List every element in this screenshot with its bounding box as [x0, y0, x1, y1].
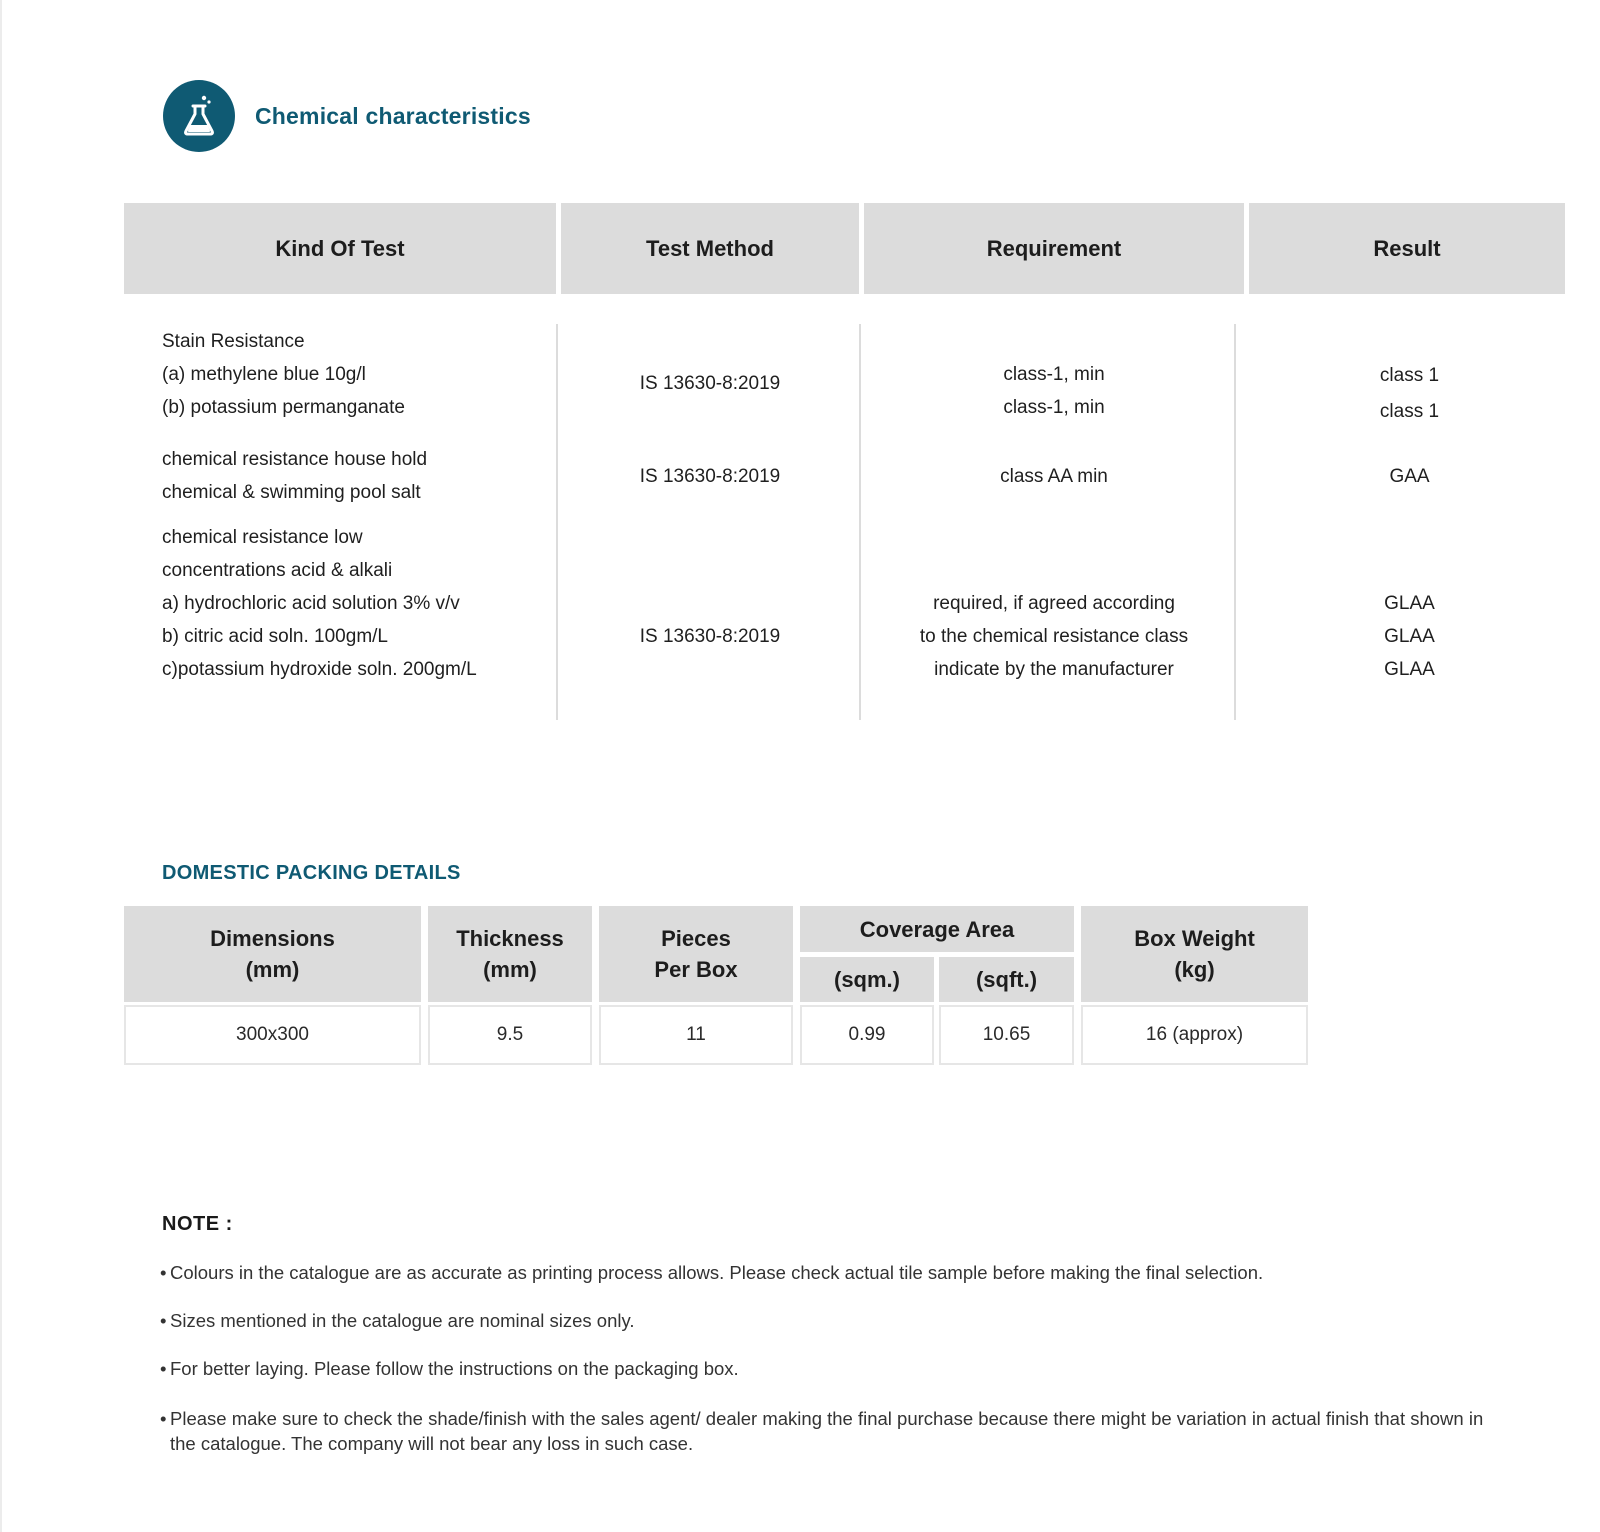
cell-line: required, if agreed according: [933, 593, 1175, 614]
header-line: Dimensions: [210, 926, 335, 951]
bullet: •: [160, 1310, 167, 1331]
result-cell: [1249, 587, 1570, 686]
header-dimensions: [124, 906, 421, 1002]
cell-sqft: 10.65: [939, 1005, 1074, 1065]
note-text: Sizes mentioned in the catalogue are nominal sizes only.: [170, 1310, 635, 1331]
header-sqm: (sqm.): [800, 957, 934, 1002]
cell-line: Stain Resistance: [162, 331, 305, 352]
cell-line: a) hydrochloric acid solution 3% v/v: [162, 593, 460, 614]
note-item: [160, 1308, 1490, 1333]
result-cell: GAA: [1389, 466, 1430, 487]
cell-line: GLAA: [1384, 659, 1435, 680]
cell-line: GLAA: [1384, 593, 1435, 614]
header-pieces-per-box: [599, 906, 793, 1002]
result-cell: [1249, 358, 1570, 430]
cell-box-weight: 16 (approx): [1081, 1005, 1308, 1065]
header-line: Pieces: [661, 926, 731, 951]
bullet: •: [160, 1358, 167, 1379]
column-divider: [556, 324, 558, 720]
cell-line: concentrations acid & alkali: [162, 560, 393, 581]
packing-section-title: DOMESTIC PACKING DETAILS: [162, 862, 461, 884]
cell-thickness: 9.5: [428, 1005, 592, 1065]
requirement-cell: [864, 587, 1244, 686]
bullet: •: [160, 1408, 167, 1429]
header-sqft: (sqft.): [939, 957, 1074, 1002]
section-title: Chemical characteristics: [255, 102, 531, 129]
note-text: For better laying. Please follow the instructions on the packaging box.: [170, 1358, 739, 1379]
header-line: Per Box: [654, 957, 738, 982]
header-line: (mm): [483, 957, 537, 982]
column-header-result: Result: [1249, 203, 1565, 294]
requirement-cell: class AA min: [1000, 466, 1108, 487]
header-coverage-area: Coverage Area: [800, 906, 1074, 952]
test-method-cell: IS 13630-8:2019: [639, 466, 781, 487]
column-header-requirement: Requirement: [864, 203, 1244, 294]
cell-line: class 1: [1379, 401, 1440, 422]
header-thickness: [428, 906, 592, 1002]
header-line: (kg): [1174, 957, 1215, 982]
header-line: (mm): [245, 957, 300, 982]
page-left-border: [0, 0, 2, 1532]
column-header-kind-of-test: Kind Of Test: [124, 203, 556, 294]
cell-line: (b) potassium permanganate: [162, 397, 405, 418]
chemical-section-header: [163, 80, 531, 152]
cell-line: indicate by the manufacturer: [934, 659, 1174, 680]
bullet: •: [160, 1262, 167, 1283]
cell-line: chemical resistance low: [162, 527, 363, 548]
cell-line: class-1, min: [1003, 364, 1105, 385]
cell-line: (a) methylene blue 10g/l: [162, 364, 366, 385]
cell-sqm: 0.99: [800, 1005, 934, 1065]
cell-pieces-per-box: 11: [599, 1005, 793, 1065]
cell-line: class-1, min: [1003, 397, 1105, 418]
header-line: Box Weight: [1134, 926, 1255, 951]
note-item: [160, 1356, 1490, 1381]
cell-line: b) citric acid soln. 100gm/L: [162, 626, 388, 647]
cell-line: c)potassium hydroxide soln. 200gm/L: [162, 659, 477, 680]
table-body: [124, 294, 1570, 724]
table-header-row: [124, 203, 1570, 294]
flask-icon: [163, 80, 235, 152]
cell-line: to the chemical resistance class: [919, 626, 1189, 647]
column-header-test-method: Test Method: [561, 203, 859, 294]
note-item: [160, 1406, 1490, 1456]
header-line: Thickness: [456, 926, 564, 951]
header-box-weight: [1081, 906, 1308, 1002]
note-text: Please make sure to check the shade/finish with the sales agent/ dealer making the final purchase because there might be variation in actual finish that shown in the catalogue. The company will not bear any loss in such case.: [170, 1408, 1484, 1454]
note-title: NOTE :: [162, 1213, 233, 1235]
kind-of-test-cell: [162, 325, 405, 424]
kind-of-test-cell: [162, 521, 477, 686]
cell-line: GLAA: [1384, 626, 1435, 647]
cell-line: chemical & swimming pool salt: [162, 482, 421, 503]
note-text: Colours in the catalogue are as accurate as printing process allows. Please check actual tile sample before making the final selection.: [170, 1262, 1264, 1283]
chemical-characteristics-table: [124, 203, 1570, 724]
requirement-cell: [864, 358, 1244, 424]
note-item: [160, 1260, 1490, 1285]
cell-dimensions: 300x300: [124, 1005, 421, 1065]
kind-of-test-cell: [162, 443, 427, 509]
column-divider: [859, 324, 861, 720]
test-method-cell: IS 13630-8:2019: [639, 373, 781, 394]
cell-line: class 1: [1379, 365, 1440, 386]
test-method-cell: IS 13630-8:2019: [639, 626, 781, 647]
cell-line: chemical resistance house hold: [162, 449, 428, 470]
